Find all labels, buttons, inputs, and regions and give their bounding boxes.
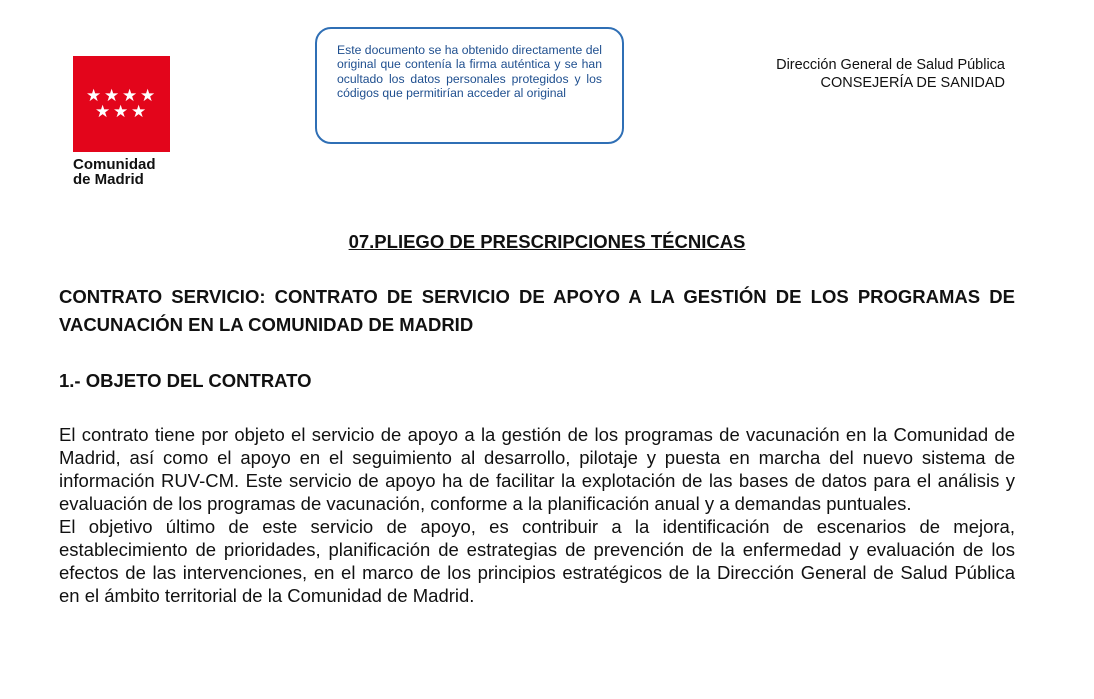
section-heading: 1.- OBJETO DEL CONTRATO (59, 370, 312, 391)
stars-icon (82, 86, 162, 122)
org-directorate: Dirección General de Salud Pública (776, 57, 1005, 73)
svg-text:★: ★ (94, 102, 110, 122)
logo-text-line2: de Madrid (73, 171, 144, 188)
svg-text:★: ★ (85, 86, 101, 106)
svg-text:★: ★ (139, 86, 155, 106)
logo-text-line1: Comunidad (73, 156, 156, 173)
svg-text:★: ★ (121, 86, 137, 106)
svg-text:★: ★ (130, 102, 146, 122)
svg-text:★: ★ (112, 102, 128, 122)
body-text (59, 423, 1015, 607)
svg-text:★: ★ (103, 86, 119, 106)
paragraph-objective: El contrato tiene por objeto el servicio de apoyo a la gestión de los programas de vacunación en la Comunidad de Madrid, así como el apoyo en el seguimiento al desarrollo, pilotaje y puesta en marcha del nuevo sistema de información RUV-CM. Este servicio de apoyo ha de facilitar la explotación de las bases de datos para el análisis y evaluación de los programas de vacunación, conforme a la planificación anual y a demandas puntuales. (59, 424, 1015, 514)
paragraph-goal: El objetivo último de este servicio de apoyo, es contribuir a la identificación de escenarios de mejora, establecimiento de prioridades, planificación de estrategias de prevención de la enfermedad y evaluación de los efectos de las intervenciones, en el marco de los principios estratégicos de la Dirección General de Salud Pública en el ámbito territorial de la Comunidad de Madrid. (59, 516, 1015, 606)
org-department: CONSEJERÍA DE SANIDAD (820, 75, 1005, 91)
logo-red-box (73, 56, 170, 152)
contract-heading: CONTRATO SERVICIO: CONTRATO DE SERVICIO DE APOYO A LA GESTIÓN DE LOS PROGRAMAS DE VACUNACIÓN EN LA COMUNIDAD DE MADRID (59, 286, 1015, 335)
document-title: 07.PLIEGO DE PRESCRIPCIONES TÉCNICAS (348, 231, 746, 252)
authenticity-notice: Este documento se ha obtenido directamente del original que contenía la firma auténtica y se han ocultado los datos personales protegidos y los códigos que permitirían acceder al original (315, 27, 624, 144)
logo-text (73, 157, 170, 187)
organization-header (776, 56, 1005, 92)
comunidad-madrid-logo (73, 56, 170, 187)
